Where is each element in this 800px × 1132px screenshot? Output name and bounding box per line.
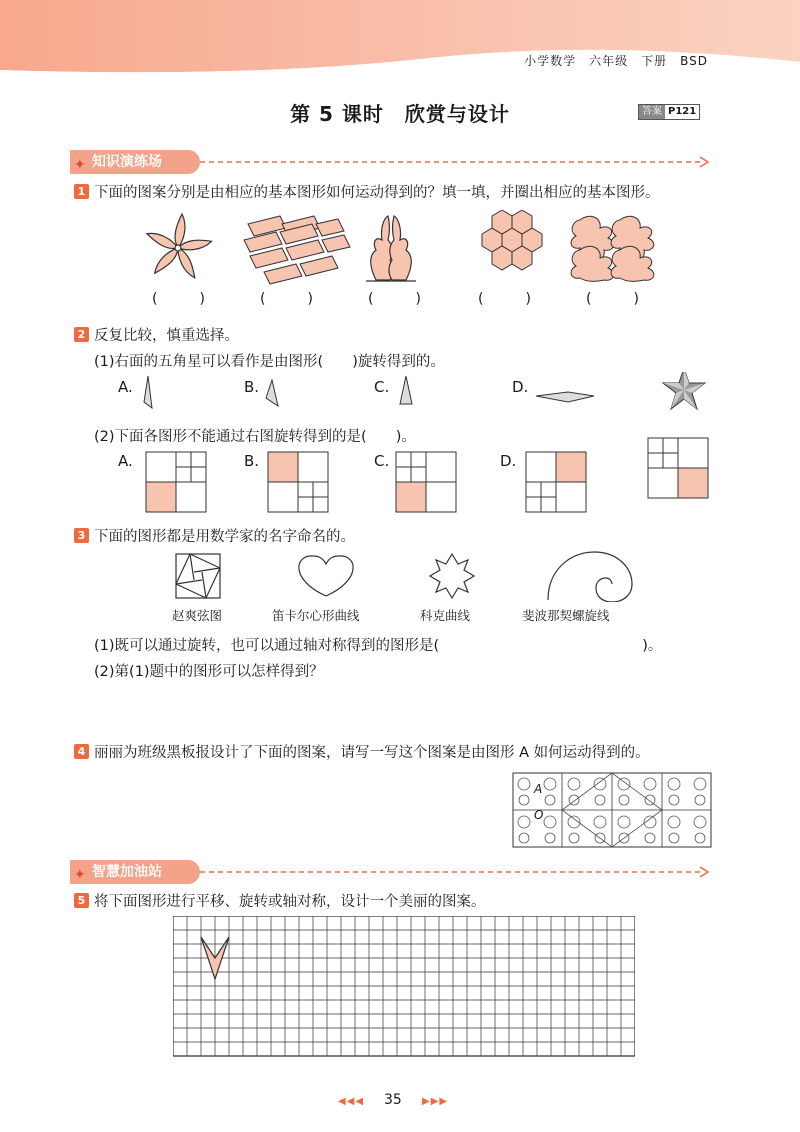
section-banner-practice: [70, 150, 714, 174]
mirrored-rabbits-figure: [366, 216, 416, 281]
q2-p2-squares: [140, 434, 720, 514]
section-title-bonus: 智慧加油站: [92, 864, 162, 880]
kite-shape-c: [400, 376, 412, 404]
q2-p1-option-d[interactable]: D.: [512, 378, 529, 396]
question-number-1: 1: [74, 184, 89, 199]
q1-blank-1[interactable]: ( ): [152, 291, 205, 307]
q1-figures: [140, 210, 730, 285]
question-4-text: 丽丽为班级黑板报设计了下面的图案，请写一写这个图案是由图形 A 如何运动得到的。: [94, 745, 650, 761]
caption-fibonacci: 斐波那契螺旋线: [522, 608, 610, 623]
caption-cardioid: 笛卡尔心形曲线: [272, 608, 360, 623]
q1-blank-5[interactable]: ( ): [586, 291, 639, 307]
hexagon-cluster-figure: [482, 210, 542, 270]
caption-koch: 科克曲线: [420, 608, 471, 623]
dashed-arrow-line: [200, 150, 714, 174]
question-2-text: 反复比较，慎重选择。: [94, 328, 239, 344]
star-icon: ✦: [74, 867, 86, 883]
question-1-text: 下面的图案分别是由相应的基本图形如何运动得到的？填一填，并圈出相应的基本图形。: [94, 185, 660, 201]
question-3-part2: (2)第(1)题中的图形可以怎样得到？: [94, 664, 324, 680]
q2-p1-option-c[interactable]: C.: [374, 378, 390, 396]
question-number-2: 2: [74, 327, 89, 342]
kite-shape-b: [266, 380, 278, 406]
question-2-part2: (2)下面各图形不能通过右图旋转得到的是( )。: [94, 429, 416, 445]
q2-p2-option-a[interactable]: A.: [118, 452, 133, 470]
drawing-grid[interactable]: [173, 916, 635, 1058]
question-3-text: 下面的图形都是用数学家的名字命名的。: [94, 529, 355, 545]
q1-blank-2[interactable]: ( ): [260, 291, 313, 307]
footer-right-arrows: ▶▶▶: [422, 1096, 449, 1107]
header-info: 小学数学 六年级 下册 BSD: [524, 54, 708, 68]
label-point-o: O: [534, 808, 544, 822]
q2-p2-option-b[interactable]: B.: [244, 452, 260, 470]
kite-shape-a: [144, 376, 152, 408]
question-number-5: 5: [74, 893, 89, 908]
page-title: 第 5 课时 欣赏与设计: [290, 102, 510, 126]
q2-p1-option-b[interactable]: B.: [244, 378, 260, 396]
answer-badge: [638, 104, 700, 120]
question-number-3: 3: [74, 528, 89, 543]
q1-blank-4[interactable]: ( ): [478, 291, 531, 307]
section-banner-bonus: [70, 860, 714, 884]
dashed-arrow-line: [200, 860, 714, 884]
question-5-text: 将下面图形进行平移、旋转或轴对称，设计一个美丽的图案。: [94, 894, 486, 910]
q2-p2-option-c[interactable]: C.: [374, 452, 390, 470]
page-number: 35: [384, 1092, 402, 1108]
q2-p2-option-d[interactable]: D.: [500, 452, 517, 470]
kite-shape-d: [536, 392, 594, 402]
question-number-4: 4: [74, 744, 89, 759]
answer-label: 答案: [639, 105, 665, 119]
section-tag: [70, 860, 200, 884]
brick-tiling-figure: [244, 216, 350, 284]
ornament-pattern-figure: [571, 216, 654, 281]
footer-left-arrows: ◀◀◀: [338, 1096, 365, 1107]
question-3-part1: (1)既可以通过旋转，也可以通过轴对称得到的图形是( )。: [94, 638, 663, 654]
question-2-part1: (1)右面的五角星可以看作是由图形( )旋转得到的。: [94, 354, 445, 370]
section-title-practice: 知识演练场: [92, 154, 162, 170]
five-point-star-figure: [663, 372, 705, 409]
q2-p1-option-a[interactable]: A.: [118, 378, 133, 396]
q2-p1-shapes: [136, 372, 716, 412]
answer-page: P121: [668, 106, 697, 117]
star-icon: ✦: [74, 157, 86, 173]
caption-zhaoshuang: 赵爽弦图: [172, 608, 223, 623]
header-band: [0, 0, 800, 90]
flower-pinwheel-figure: [145, 214, 213, 280]
q3-figures: [170, 550, 650, 602]
section-tag: [70, 150, 200, 174]
q1-blank-3[interactable]: ( ): [368, 291, 421, 307]
label-figure-a: A: [534, 782, 543, 796]
